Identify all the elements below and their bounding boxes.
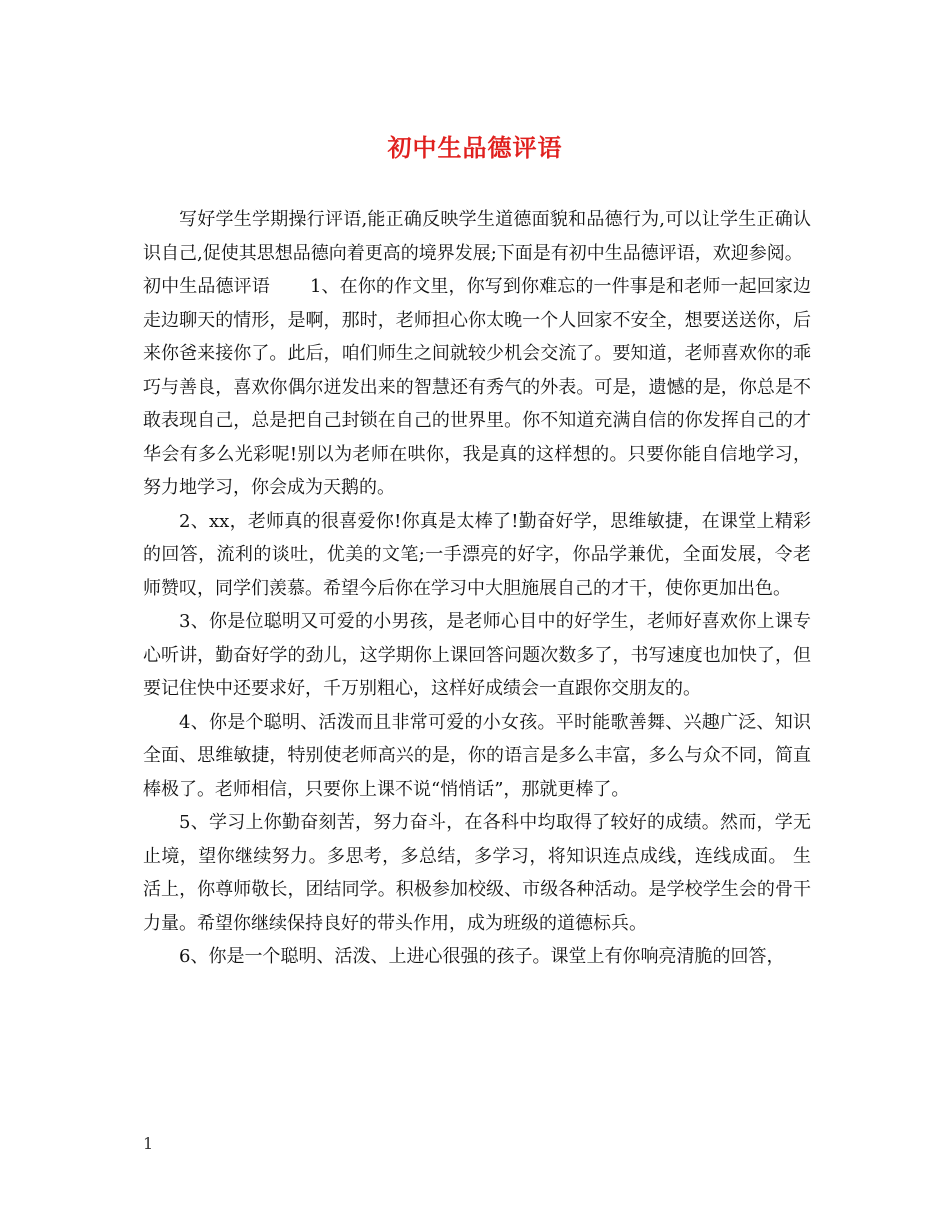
section-heading: 初中生品德评语 xyxy=(143,276,270,297)
comment-6: 6、你是一个聪明、活泼、上进心很强的孩子。课堂上有你响亮清脆的回答， xyxy=(179,946,785,967)
intro-paragraph: 写好学生学期操行评语,能正确反映学生道德面貌和品德行为,可以让学生正确认识自己,促使其思想品德向着更高的境界发展;下面是有初中生品德评语，欢迎参阅。 xyxy=(143,209,811,264)
comment-5: 5、学习上你勤奋刻苦，努力奋斗，在各科中均取得了较好的成绩。然而，学无止境，望你继续努力。多思考，多总结，多学习，将知识连点成线，连线成面。 生活上，你尊师敬长，团结同学。积极参加校级、市级各种活动。是学校学生会的骨干力量。希望你继续保持良好的带头作用，成为班级的道德标兵。 xyxy=(143,812,811,934)
comment-4: 4、你是个聪明、活泼而且非常可爱的小女孩。平时能歌善舞、兴趣广泛、知识全面、思维敏捷，特别使老师高兴的是，你的语言是多么丰富，多么与众不同，简直棒极了。老师相信，只要你上课不说“悄悄话”，那就更棒了。 xyxy=(143,711,811,800)
page-number: 1 xyxy=(143,1134,154,1153)
first-comment-paragraph xyxy=(143,270,811,505)
comment-1: 1、在你的作文里，你写到你难忘的一件事是和老师一起回家边走边聊天的情形，是啊，那时，老师担心你太晚一个人回家不安全，想要送送你，后来你爸来接你了。此后，咱们师生之间就较少机会交流了。要知道，老师喜欢你的乖巧与善良，喜欢你偶尔迸发出来的智慧还有秀气的外表。可是，遗憾的是，你总是不敢表现自己，总是把自己封锁在自己的世界里。你不知道充满自信的你发挥自己的才华会有多么光彩呢!别以为老师在哄你，我是真的这样想的。只要你能自信地学习，努力地学习，你会成为天鹅的。 xyxy=(143,276,811,498)
document-body xyxy=(143,203,811,974)
comment-2: 2、xx，老师真的很喜爱你!你真是太棒了!勤奋好学，思维敏捷，在课堂上精彩的回答，流利的谈吐，优美的文笔;一手漂亮的好字，你品学兼优，全面发展，令老师赞叹，同学们羡慕。希望今后你在学习中大胆施展自己的才干，使你更加出色。 xyxy=(143,510,811,599)
comment-3: 3、你是位聪明又可爱的小男孩，是老师心目中的好学生，老师好喜欢你上课专心听讲，勤奋好学的劲儿，这学期你上课回答问题次数多了，书写速度也加快了，但要记住快中还要求好，千万别粗心，这样好成绩会一直跟你交朋友的。 xyxy=(143,611,811,699)
document-title: 初中生品德评语 xyxy=(387,133,563,162)
